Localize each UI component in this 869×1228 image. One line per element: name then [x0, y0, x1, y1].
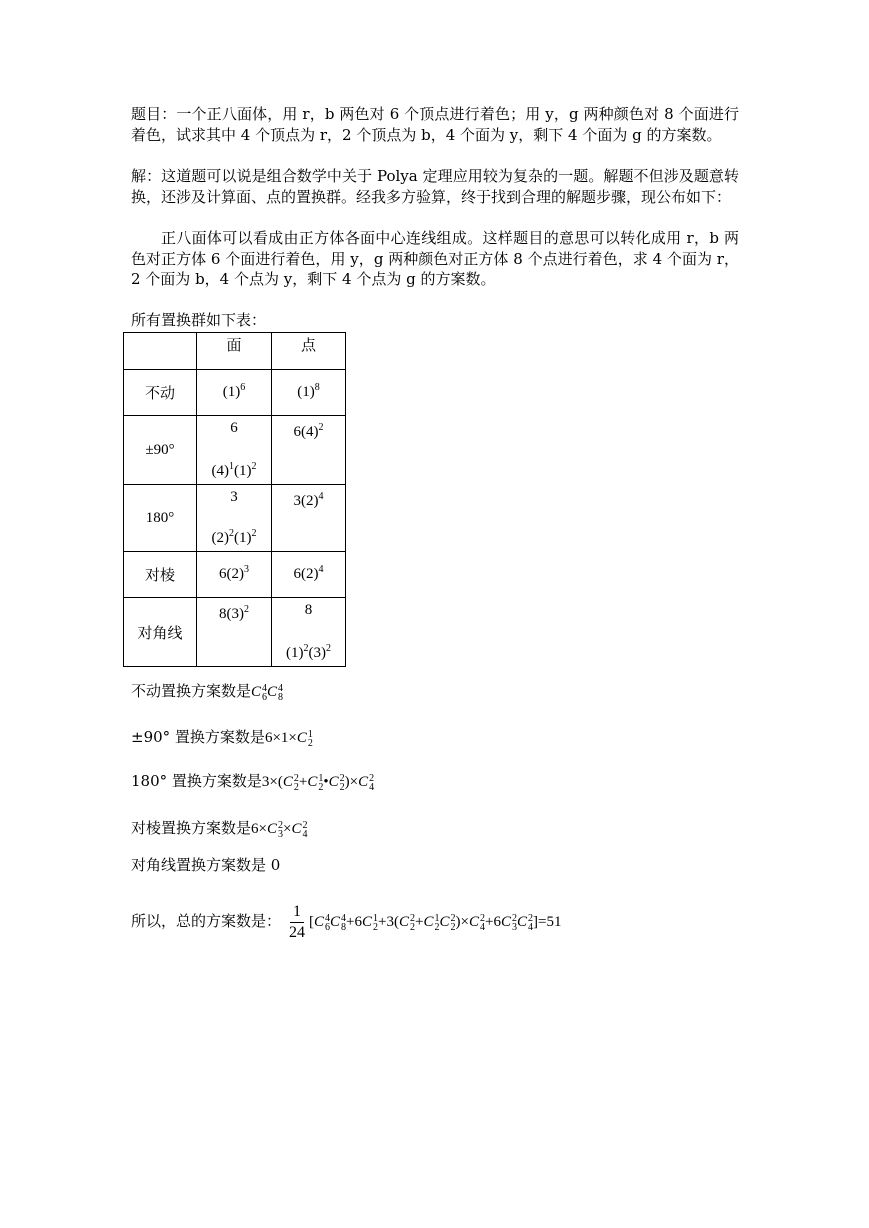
row-label-identity: 不动 — [124, 370, 197, 416]
table-header-row — [124, 333, 346, 370]
problem-transformation: 正八面体可以看成由正方体各面中心连线组成。这样题目的意思可以转化成用 r，b 两色对正方体 6 个面进行着色，用 y，g 两种颜色对正方体 8 个点进行着色，求 4 个面为 r，2 个面为 b，4 个点为 y，剩下 4 个点为 g 的方案数。 — [131, 229, 739, 289]
rot180-count-line: 180° 置换方案数是3×(C 2 2 +C 1 2 •C 2 2 )×C 2 4 — [131, 772, 375, 793]
row-edge — [124, 552, 346, 598]
rot180-formula: 3×(C 2 2 +C 1 2 •C 2 2 )×C 2 4 — [261, 772, 375, 793]
row-rot180 — [124, 485, 346, 552]
edge-count-line: 对棱置换方案数是6×C 2 3 ×C 2 4 — [131, 819, 308, 840]
row-label-edge: 对棱 — [124, 552, 197, 598]
edge-formula: 6×C 2 3 ×C 2 4 — [251, 819, 308, 840]
rot90-count-line: ±90° 置换方案数是6×1×C 1 2 — [131, 728, 313, 749]
diagonal-face-cycle: $8(3)^2$ — [197, 598, 272, 667]
identity-face-cycle: $(1)^6$ — [197, 370, 272, 416]
permutation-table — [123, 332, 346, 667]
header-point: 点 — [272, 333, 346, 370]
identity-formula: C 4 6 C 4 8 — [251, 682, 284, 703]
total-value: 51 — [546, 913, 562, 930]
row-label-rot180: 180° — [124, 485, 197, 552]
table-intro: 所有置换群如下表： — [131, 311, 267, 329]
one-over-24: $\frac{1}{24}$ — [289, 903, 306, 941]
solution-intro: 解：这道题可以说是组合数学中关于 Polya 定理应用较为复杂的一题。解题不但涉及题意转换，还涉及计算面、点的置换群。经我多方验算，终于找到合理的解题步骤，现公布如下： — [131, 167, 739, 206]
row-label-diagonal: 对角线 — [124, 598, 197, 667]
row-label-rot90: ±90° — [124, 416, 197, 485]
identity-count-line: 不动置换方案数是C 4 6 C 4 8 — [131, 682, 284, 703]
total-formula: [C 4 6 C 4 8 +6C 1 2 +3(C 2 2 +C 1 2 C 2 2 )×C 2 4 +6C 2 3 C 2 4 ]= — [309, 912, 547, 933]
header-face: 面 — [197, 333, 272, 370]
problem-statement: 题目：一个正八面体，用 r，b 两色对 6 个顶点进行着色；用 y，g 两种颜色对 8 个面进行着色，试求其中 4 个顶点为 r，2 个顶点为 b，4 个面为 y，剩下 4 个面为 g 的方案数。 — [131, 105, 739, 144]
rot180-point-cycle: $3(2)^4$ — [272, 485, 346, 552]
diagonal-point-cycle: 8 $(1)^2(3)^2$ — [272, 598, 346, 667]
rot90-formula: 6×1×C 1 2 — [264, 728, 313, 749]
row-identity — [124, 370, 346, 416]
edge-face-cycle: $6(2)^3$ — [197, 552, 272, 598]
edge-point-cycle: $6(2)^4$ — [272, 552, 346, 598]
header-empty — [124, 333, 197, 370]
rot90-point-cycle: $6(4)^2$ — [272, 416, 346, 485]
total-count-line: 所以，总的方案数是： $\frac{1}{24}$ [C 4 6 C 4 8 +6C 1 2 +3(C 2 2 +C 1 2 C 2 2 )×C 2 4 +6C 2 3 C 2 4 ]=51 — [131, 903, 562, 941]
diagonal-count-line: 对角线置换方案数是 0 — [131, 856, 281, 874]
rot90-face-cycle: 6 $(4)^1(1)^2$ — [197, 416, 272, 485]
row-diagonal — [124, 598, 346, 667]
rot180-face-cycle: 3 $(2)^2(1)^2$ — [197, 485, 272, 552]
identity-point-cycle: $(1)^8$ — [272, 370, 346, 416]
row-rot90 — [124, 416, 346, 485]
